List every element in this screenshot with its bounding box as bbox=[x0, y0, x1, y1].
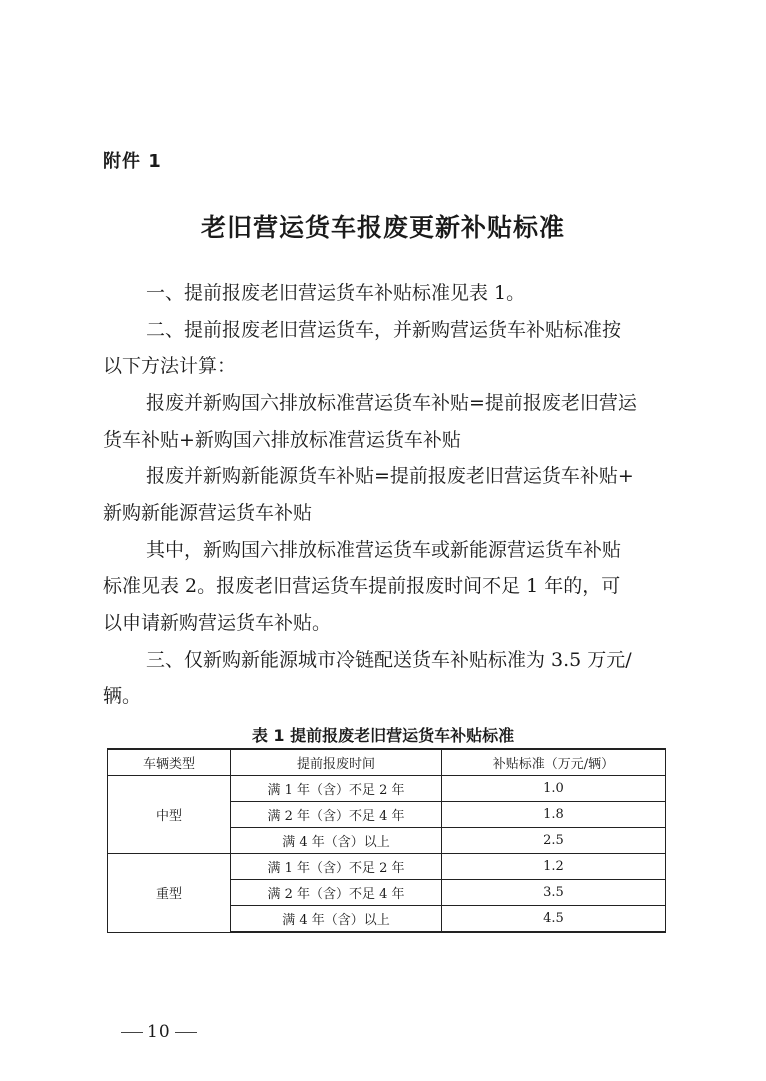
footer-dash-left bbox=[121, 1032, 143, 1033]
subsidy-value-cell: 3.5 bbox=[442, 880, 666, 906]
footer-dash-right bbox=[175, 1032, 197, 1033]
paragraph-line: 一、提前报废老旧营运货车补贴标准见表 1。 bbox=[146, 282, 526, 304]
header-vehicle-type: 车辆类型 bbox=[108, 749, 231, 776]
scrap-period-cell: 满 1 年（含）不足 2 年 bbox=[231, 776, 442, 802]
subsidy-value-cell: 1.0 bbox=[442, 776, 666, 802]
subsidy-table bbox=[107, 748, 666, 933]
header-scrap-period: 提前报废时间 bbox=[231, 749, 442, 776]
paragraph-line: 以下方法计算： bbox=[103, 355, 237, 377]
subsidy-value-cell: 1.8 bbox=[442, 802, 666, 828]
paragraph-line: 报废并新购国六排放标准营运货车补贴=提前报废老旧营运 bbox=[146, 392, 637, 414]
scrap-period-cell: 满 4 年（含）以上 bbox=[231, 828, 442, 854]
table-title: 表 1 提前报废老旧营运货车补贴标准 bbox=[251, 726, 515, 745]
vehicle-type-cell: 中型 bbox=[108, 776, 231, 854]
paragraph-line: 报废并新购新能源货车补贴=提前报废老旧营运货车补贴+ bbox=[146, 465, 634, 487]
paragraph-line: 辆。 bbox=[103, 685, 142, 707]
scrap-period-cell: 满 2 年（含）不足 4 年 bbox=[231, 802, 442, 828]
paragraph-line: 新购新能源营运货车补贴 bbox=[103, 502, 313, 524]
table-header-row bbox=[108, 749, 666, 776]
vehicle-type-cell: 重型 bbox=[108, 854, 231, 933]
attachment-label: 附件 1 bbox=[103, 151, 162, 172]
subsidy-value-cell: 4.5 bbox=[442, 906, 666, 933]
table-row bbox=[108, 854, 666, 880]
paragraph-line: 货车补贴+新购国六排放标准营运货车补贴 bbox=[103, 429, 461, 451]
page-footer bbox=[117, 1022, 201, 1042]
scrap-period-cell: 满 1 年（含）不足 2 年 bbox=[231, 854, 442, 880]
document-title: 老旧营运货车报废更新补贴标准 bbox=[200, 213, 565, 242]
paragraph-line: 三、仅新购新能源城市冷链配送货车补贴标准为 3.5 万元/ bbox=[146, 649, 632, 671]
subsidy-value-cell: 1.2 bbox=[442, 854, 666, 880]
scrap-period-cell: 满 4 年（含）以上 bbox=[231, 906, 442, 933]
paragraph-line: 其中，新购国六排放标准营运货车或新能源营运货车补贴 bbox=[146, 539, 622, 561]
table-row bbox=[108, 776, 666, 802]
paragraph-line: 标准见表 2。报废老旧营运货车提前报废时间不足 1 年的，可 bbox=[103, 575, 621, 597]
subsidy-value-cell: 2.5 bbox=[442, 828, 666, 854]
scrap-period-cell: 满 2 年（含）不足 4 年 bbox=[231, 880, 442, 906]
header-subsidy-standard: 补贴标准（万元/辆） bbox=[442, 749, 666, 776]
paragraph-line: 以申请新购营运货车补贴。 bbox=[103, 612, 332, 634]
page-number: 10 bbox=[147, 1022, 171, 1042]
paragraph-line: 二、提前报废老旧营运货车，并新购营运货车补贴标准按 bbox=[146, 319, 622, 341]
